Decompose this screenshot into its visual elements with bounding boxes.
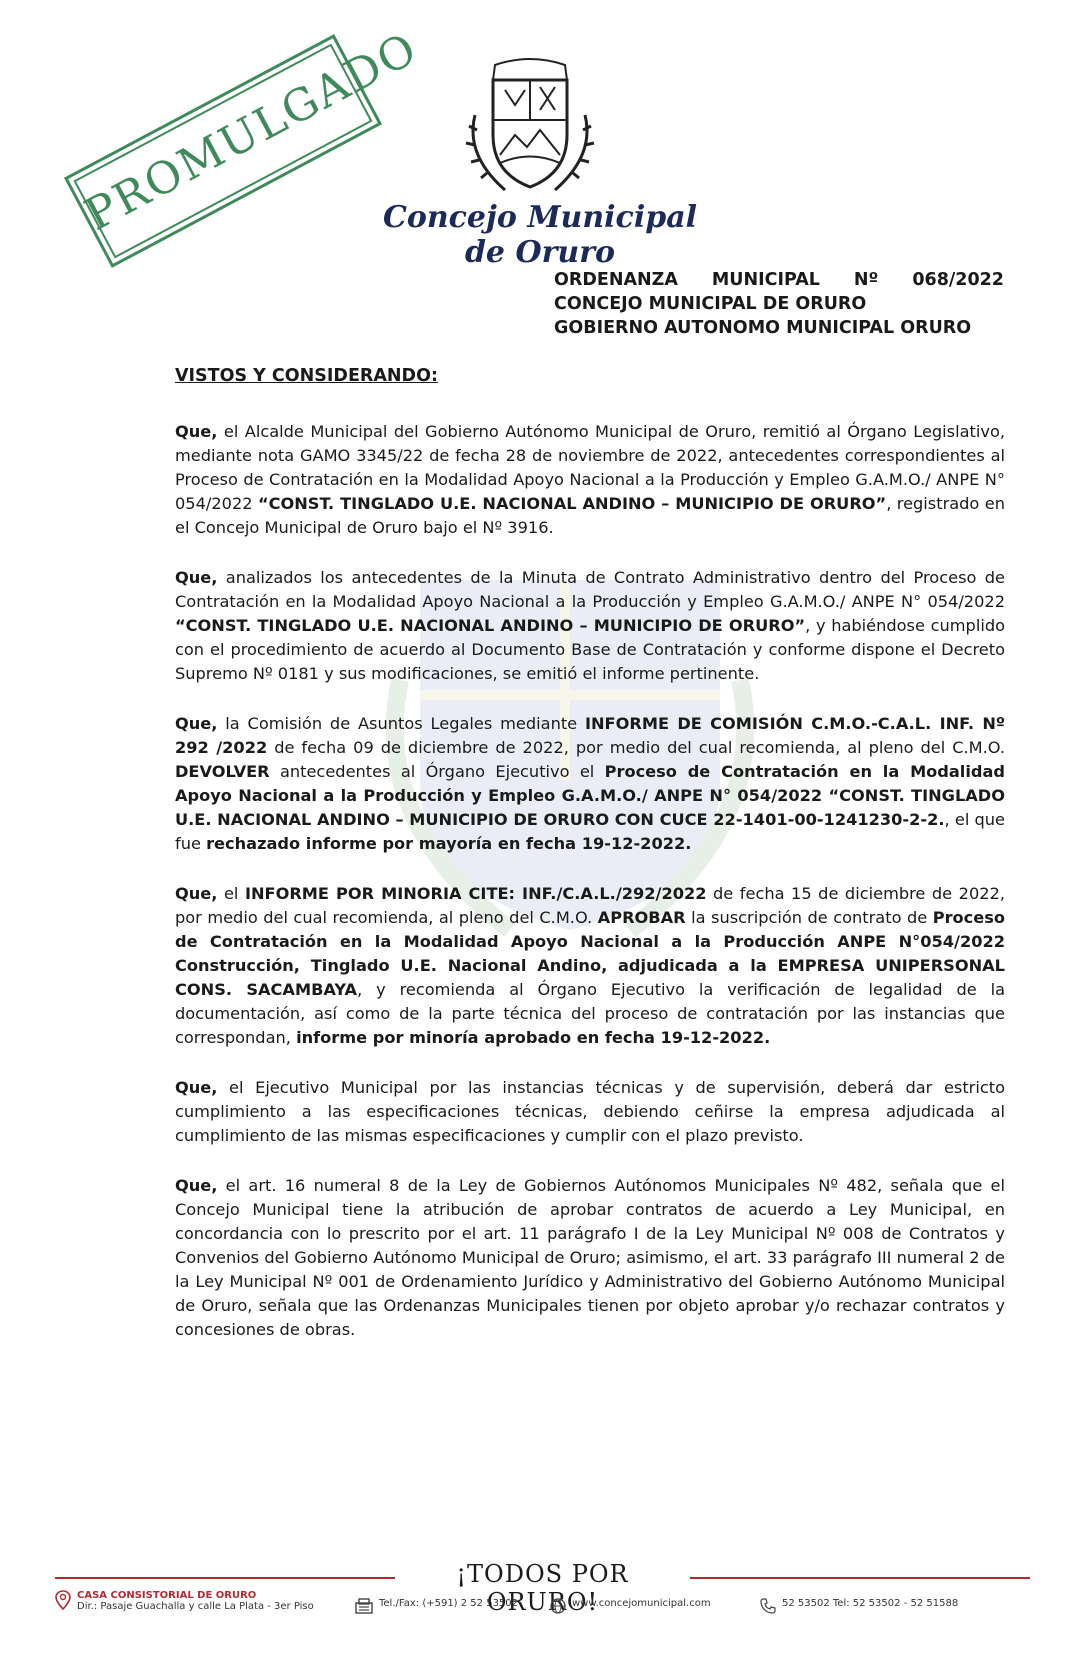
text-span: la suscripción de contrato de (685, 908, 933, 927)
text-span: , el que fue (175, 810, 1006, 853)
footer-website (550, 1598, 711, 1614)
text-span: el Ejecutivo Municipal por las instancias técnicas y de supervisión, deberá dar estricto cumplimiento a las especificaciones técnicas, debiendo ceñirse la empresa adjudicada al cumplimiento de las mismas especificaciones y cumplir con el plazo previsto. (175, 1078, 1005, 1145)
que-lead: Que, (175, 422, 218, 441)
text-span: de fecha 15 de diciembre de 2022, por medio del cual recomienda, al pleno del C.M.O. (175, 884, 1005, 927)
que-lead: Que, (175, 884, 218, 903)
bold-span: rechazado informe por mayoría en fecha 19-12-2022. (206, 834, 692, 853)
text-span: analizados los antecedentes de la Minuta de Contrato Administrativo dentro del Proceso de Contratación en la Modalidad Apoyo Nacional a la Producción y Empleo G.A.M.O./ ANPE N° 054/2022 (175, 568, 1005, 611)
fax-icon (355, 1598, 373, 1614)
text-span: el Alcalde Municipal del Gobierno Autónomo Municipal de Oruro, remitió al Órgano Legislativo, mediante nota GAMO 3345/22 de fecha 28 de noviembre de 2022, antecedentes correspondientes al Proceso de Contratación en la Modalidad Apoyo Nacional a la Producción y Empleo G.A.M.O./ ANPE N° 054/2022 (175, 422, 1005, 513)
telfax-text: Tel./Fax: (+591) 2 52 53502 (379, 1598, 519, 1609)
header-ordinance-number: 068/2022 (912, 270, 1004, 290)
que-lead: Que, (175, 714, 218, 733)
header-line-2: CONCEJO MUNICIPAL DE ORURO (554, 294, 867, 314)
globe-icon (550, 1598, 566, 1614)
bold-span: APROBAR (597, 908, 686, 927)
document-body (175, 420, 1005, 1368)
footer-divider-left (55, 1577, 395, 1579)
footer-motto: ¡TODOS POR ORURO! (456, 1560, 629, 1616)
paragraph-6 (175, 1174, 1005, 1342)
bold-span: informe por minoría aprobado en fecha 19-12-2022. (296, 1028, 771, 1047)
text-span: , y recomienda al Órgano Ejecutivo la verificación de legalidad de la documentación, así como de la parte técnica del proceso de contratación por las instancias que correspondan, (175, 980, 1005, 1047)
section-title: VISTOS Y CONSIDERANDO: (175, 366, 438, 386)
paragraph-5 (175, 1076, 1005, 1148)
text-span: , y habiéndose cumplido con el procedimiento de acuerdo al Documento Base de Contratación y conforme dispone el Decreto Supremo Nº 0181 y sus modificaciones, se emitió el informe pertinente. (175, 616, 1006, 683)
footer (55, 1590, 1040, 1640)
paragraph-1 (175, 420, 1005, 540)
footer-telfax (355, 1598, 518, 1614)
text-span: antecedentes al Órgano Ejecutivo el (269, 762, 605, 781)
header-number-sign: Nº (853, 270, 879, 290)
bold-span: INFORME DE COMISIÓN C.M.O.-C.A.L. INF. Nº 292 /2022 (175, 714, 1006, 757)
text-span: , registrado en el Concejo Municipal de Oruro bajo el Nº 3916. (175, 494, 1005, 537)
paragraph-4 (175, 882, 1005, 1050)
bold-span: INFORME POR MINORIA CITE: INF./C.A.L./292/2022 (244, 884, 707, 903)
header-municipal: MUNICIPAL (711, 270, 820, 290)
text-span: el (217, 884, 245, 903)
phone-icon (760, 1598, 776, 1614)
que-lead: Que, (175, 1078, 218, 1097)
footer-phones (760, 1598, 958, 1614)
bold-span: DEVOLVER (175, 762, 270, 781)
text-span: la Comisión de Asuntos Legales mediante (217, 714, 585, 733)
bold-span: “CONST. TINGLADO U.E. NACIONAL ANDINO – MUNICIPIO DE ORURO” (257, 494, 887, 513)
paragraph-2 (175, 566, 1005, 686)
stamp-text: PROMULGADO (76, 22, 427, 241)
text-span: el art. 16 numeral 8 de la Ley de Gobiernos Autónomos Municipales Nº 482, señala que el Concejo Municipal tiene la atribución de aprobar contratos de acuerdo a Ley Municipal, en concordancia con lo prescrito por el art. 11 parágrafo I de la Ley Municipal Nº 008 de Contratos y Convenios del Gobierno Autónomo Municipal de Oruro; asimismo, el art. 33 parágrafo III numeral 2 de la Ley Municipal Nº 001 de Ordenamiento Jurídico y Administrativo del Gobierno Autónomo Municipal de Oruro, señala que las Ordenanzas Municipales tienen por objeto aprobar y/o rechazar contratos y concesiones de obras. (175, 1176, 1005, 1339)
location-pin-icon (55, 1590, 71, 1610)
footer-address (55, 1590, 314, 1612)
coat-of-arms-icon (455, 55, 605, 205)
bold-span: Proceso de Contratación en la Modalidad Apoyo Nacional a la Producción ANPE N°054/2022 Construcción, Tinglado U.E. Nacional Andino, adjudicada a la EMPRESA UNIPERSONAL CONS. SACAMBAYA (175, 908, 1006, 999)
footer-divider-right (690, 1577, 1030, 1579)
que-lead: Que, (175, 1176, 218, 1195)
phones-text: 52 53502 Tel: 52 53502 - 52 51588 (782, 1598, 959, 1609)
text-span: de fecha 09 de diciembre de 2022, por medio del cual recomienda, al pleno del C.M.O. (267, 738, 1005, 757)
bold-span: Proceso de Contratación en la Modalidad Apoyo Nacional a la Producción y Empleo G.A.M.O./ ANPE N° 054/2022 “CONST. TINGLADO U.E. NACIONAL ANDINO – MUNICIPIO DE ORURO CON CUCE 22-1401-00-1241230-2-2. (175, 762, 1006, 829)
header-line-3: GOBIERNO AUTONOMO MUNICIPAL ORURO (554, 318, 972, 338)
paragraph-3 (175, 712, 1005, 856)
que-lead: Que, (175, 568, 218, 587)
ordinance-header (554, 268, 1004, 340)
council-name: Concejo Municipal de Oruro (382, 200, 698, 270)
promulgado-stamp (64, 22, 427, 268)
website-text[interactable]: www.concejomunicipal.com (572, 1598, 711, 1609)
address-title: CASA CONSISTORIAL DE ORURO (77, 1590, 257, 1601)
header-ordenanza: ORDENANZA (554, 270, 678, 290)
bold-span: “CONST. TINGLADO U.E. NACIONAL ANDINO – MUNICIPIO DE ORURO” (175, 616, 806, 635)
address-text: Dir.: Pasaje Guachalla y calle La Plata - 3er Piso (77, 1601, 314, 1612)
